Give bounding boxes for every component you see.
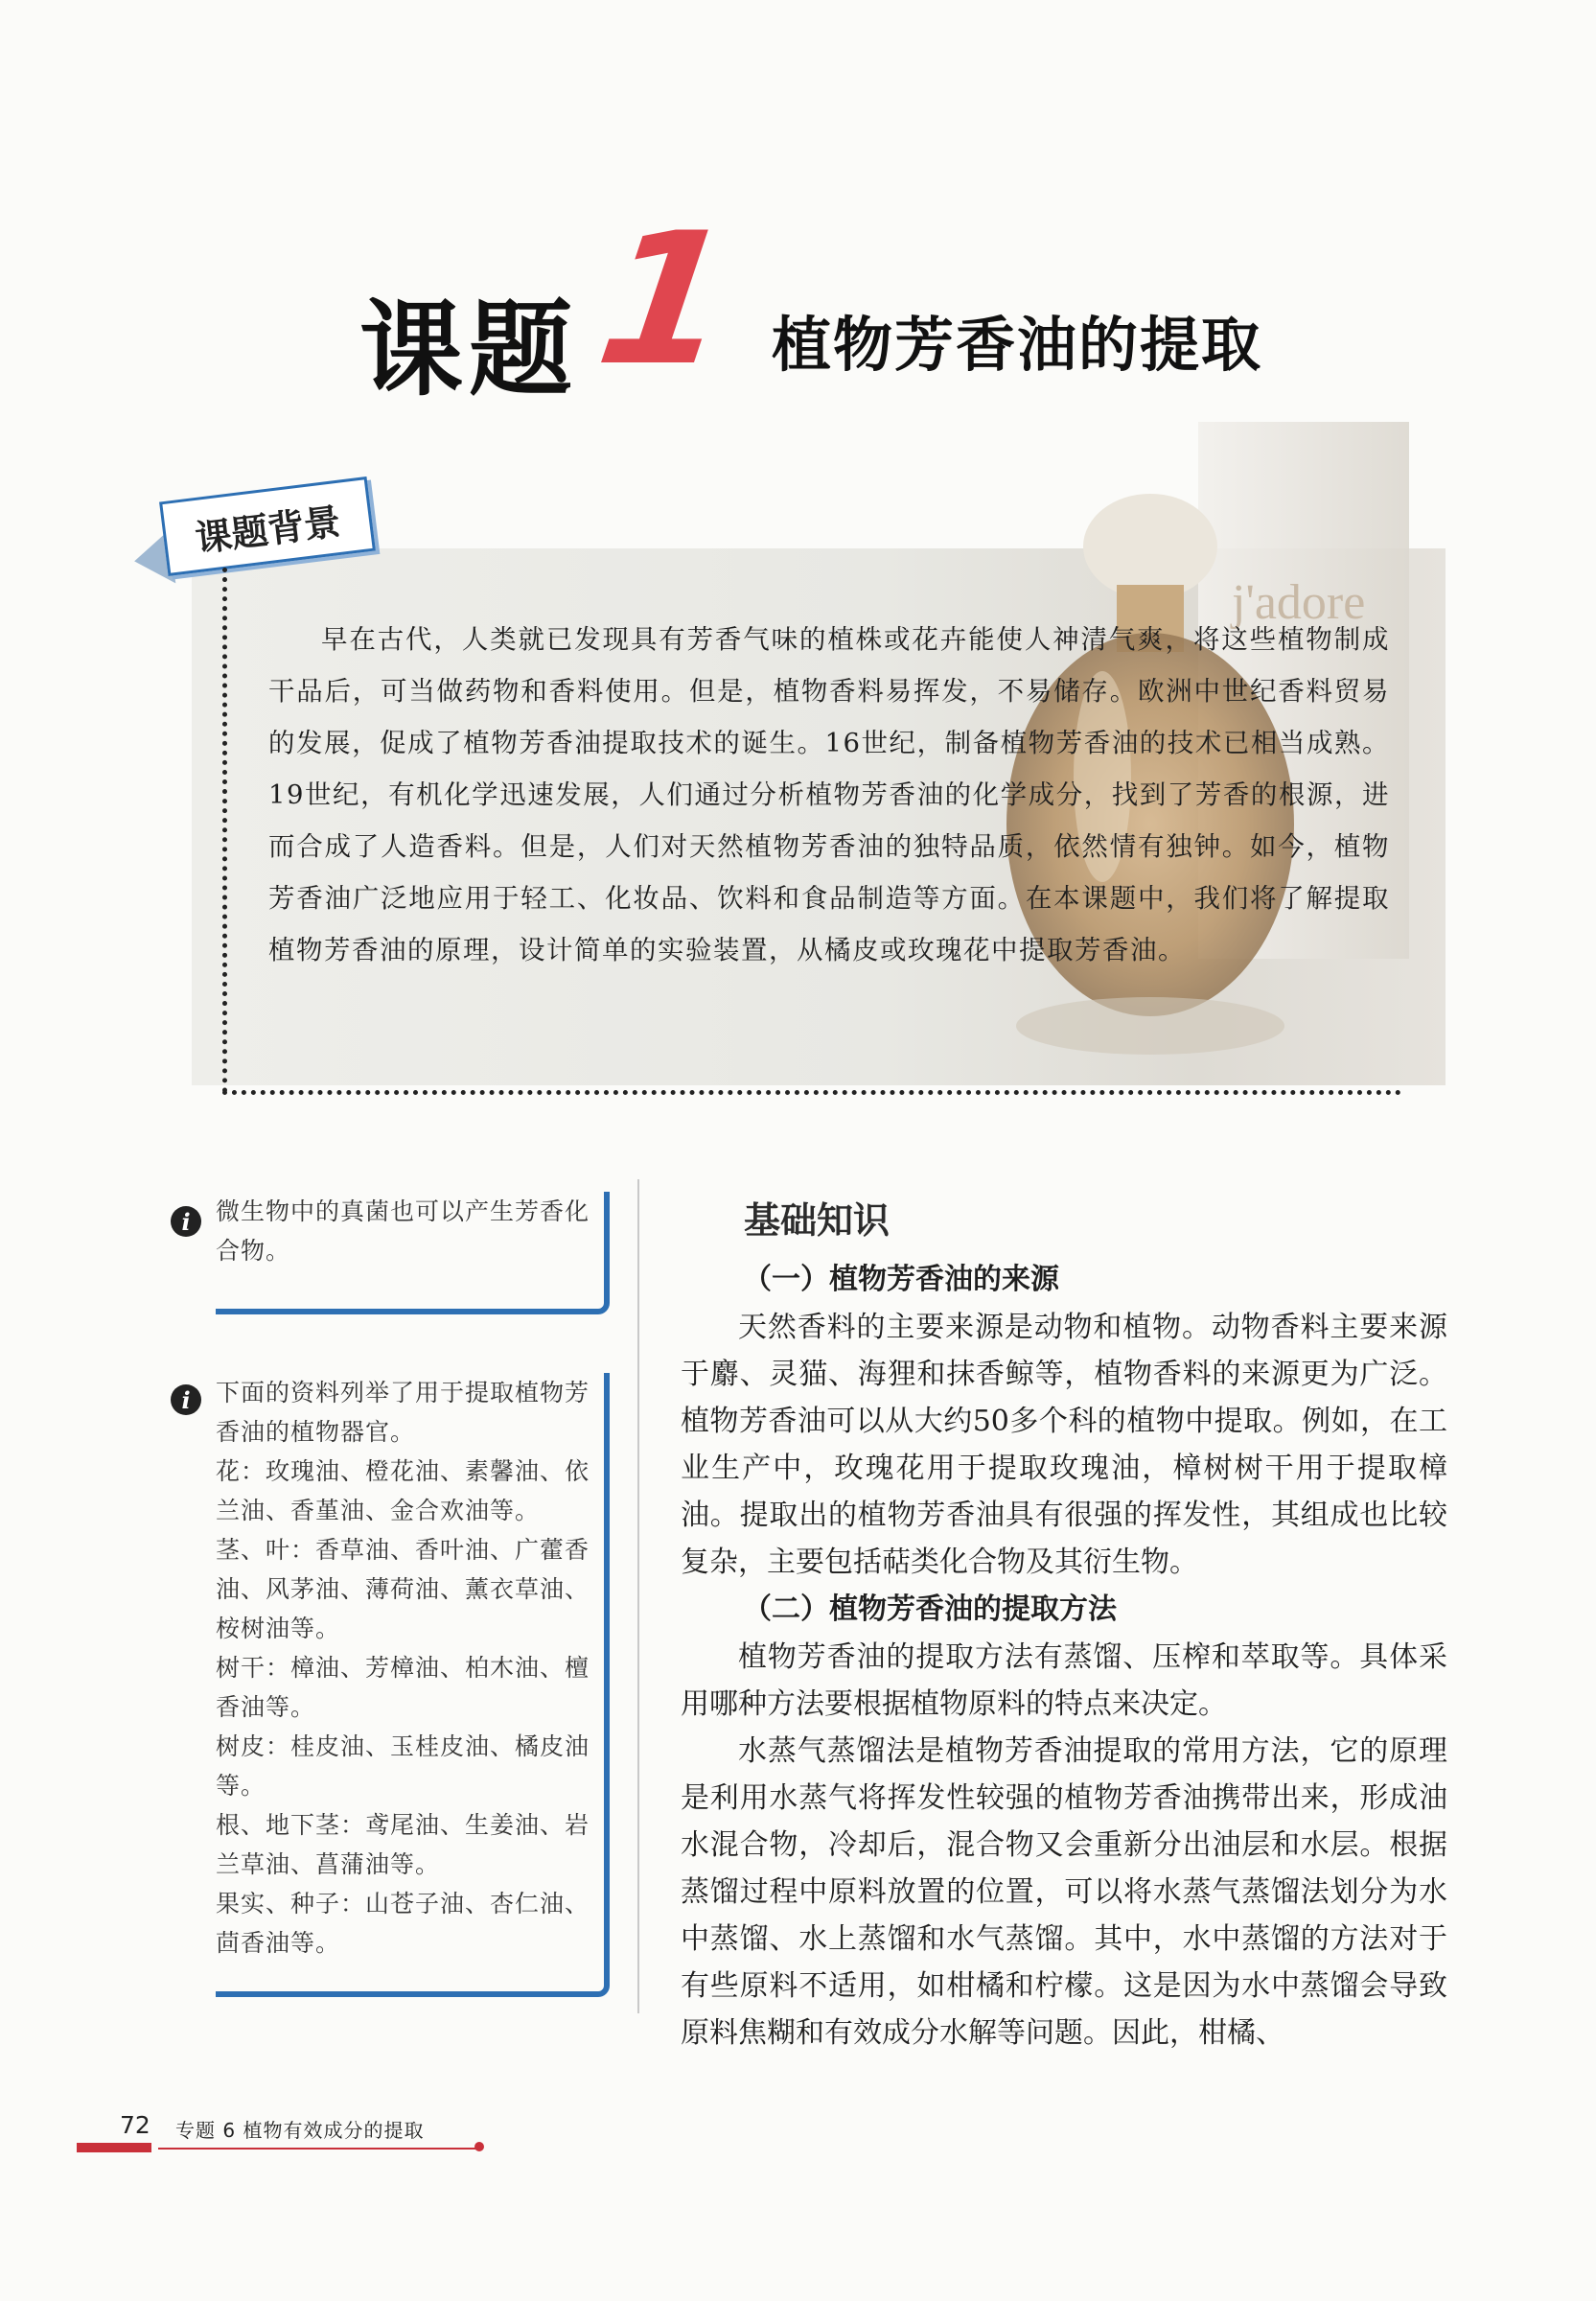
page-number: 72	[120, 2111, 150, 2139]
note-intro: 下面的资料列举了用于提取植物芳香油的植物器官。	[216, 1379, 590, 1446]
info-icon: i	[171, 1384, 201, 1415]
page-title: 植物芳香油的提取	[772, 310, 1263, 380]
note-bark: 树皮：桂皮油、玉桂皮油、橘皮油等。	[216, 1732, 590, 1800]
note-fruits-seeds: 果实、种子：山苍子油、杏仁油、茴香油等。	[216, 1890, 590, 1957]
section-heading: 基础知识	[744, 1199, 891, 1242]
subheading-methods: （二）植物芳香油的提取方法	[743, 1592, 1117, 1626]
paragraph-methods: 植物芳香油的提取方法有蒸馏、压榨和萃取等。具体采用哪种方法要根据植物原料的特点来决定。	[681, 1640, 1447, 1721]
paragraph-sources: 天然香料的主要来源是动物和植物。动物香料主要来源于麝、灵猫、海狸和抹香鲸等，植物香料的来源更为广泛。植物芳香油可以从大约50多个科的植物中提取。例如，在工业生产中，玫瑰花用于提取玫瑰油，樟树树干用于提取樟油。提取出的植物芳香油具有很强的挥发性，其组成也比较复杂，主要包括萜类化合物及其衍生物。	[681, 1311, 1447, 1579]
footer-dot	[474, 2142, 484, 2151]
title-word: 课题	[359, 291, 579, 410]
info-icon: i	[171, 1206, 201, 1237]
side-note-plant-organs	[216, 1373, 610, 1997]
perfume-label: j'adore	[1232, 575, 1366, 630]
subheading-sources: （一）植物芳香油的来源	[743, 1263, 1059, 1296]
column-divider	[637, 1179, 639, 2013]
note-stems-leaves: 茎、叶：香草油、香叶油、广藿香油、风茅油、薄荷油、薰衣草油、桉树油等。	[216, 1536, 590, 1642]
background-tag: 课题背景	[159, 476, 376, 576]
note-trunk: 树干：樟油、芳樟油、柏木油、檀香油等。	[216, 1654, 590, 1721]
paragraph-steam-distillation: 水蒸气蒸馏法是植物芳香油提取的常用方法，它的原理是利用水蒸气将挥发性较强的植物芳香油携带出来，形成油水混合物，冷却后，混合物又会重新分出油层和水层。根据蒸馏过程中原料放置的位置，可以将水蒸气蒸馏法划分为水中蒸馏、水上蒸馏和水气蒸馏。其中，水中蒸馏的方法对于有些原料不适用，如柑橘和柠檬。这是因为水中蒸馏会导致原料焦糊和有效成分水解等问题。因此，柑橘、	[681, 1734, 1447, 2050]
footer-chapter: 专题 6 植物有效成分的提取	[175, 2119, 425, 2142]
dotted-border-left	[222, 568, 227, 1093]
footer-line	[158, 2148, 479, 2150]
note-roots: 根、地下茎：鸢尾油、生姜油、岩兰草油、菖蒲油等。	[216, 1811, 590, 1878]
dotted-border-bottom	[222, 1090, 1401, 1095]
note-text: 微生物中的真菌也可以产生芳香化合物。	[216, 1197, 590, 1265]
side-note-fungi	[216, 1192, 610, 1314]
main-content	[681, 1256, 1447, 2057]
footer-bar	[77, 2143, 151, 2152]
note-flowers: 花：玫瑰油、橙花油、素馨油、依兰油、香堇油、金合欢油等。	[216, 1457, 590, 1524]
background-paragraph: 早在古代，人类就已发现具有芳香气味的植株或花卉能使人神清气爽，将这些植物制成干品后，可当做药物和香料使用。但是，植物香料易挥发，不易储存。欧洲中世纪香料贸易的发展，促成了植物芳香油提取技术的诞生。16世纪，制备植物芳香油的技术已相当成熟。19世纪，有机化学迅速发展，人们通过分析植物芳香油的化学成分，找到了芳香的根源，进而合成了人造香料。但是，人们对天然植物芳香油的独特品质，依然情有独钟。如今，植物芳香油广泛地应用于轻工、化妆品、饮料和食品制造等方面。在本课题中，我们将了解提取植物芳香油的原理，设计简单的实验装置，从橘皮或玫瑰花中提取芳香油。	[268, 624, 1390, 965]
title-number: 1	[587, 194, 744, 406]
